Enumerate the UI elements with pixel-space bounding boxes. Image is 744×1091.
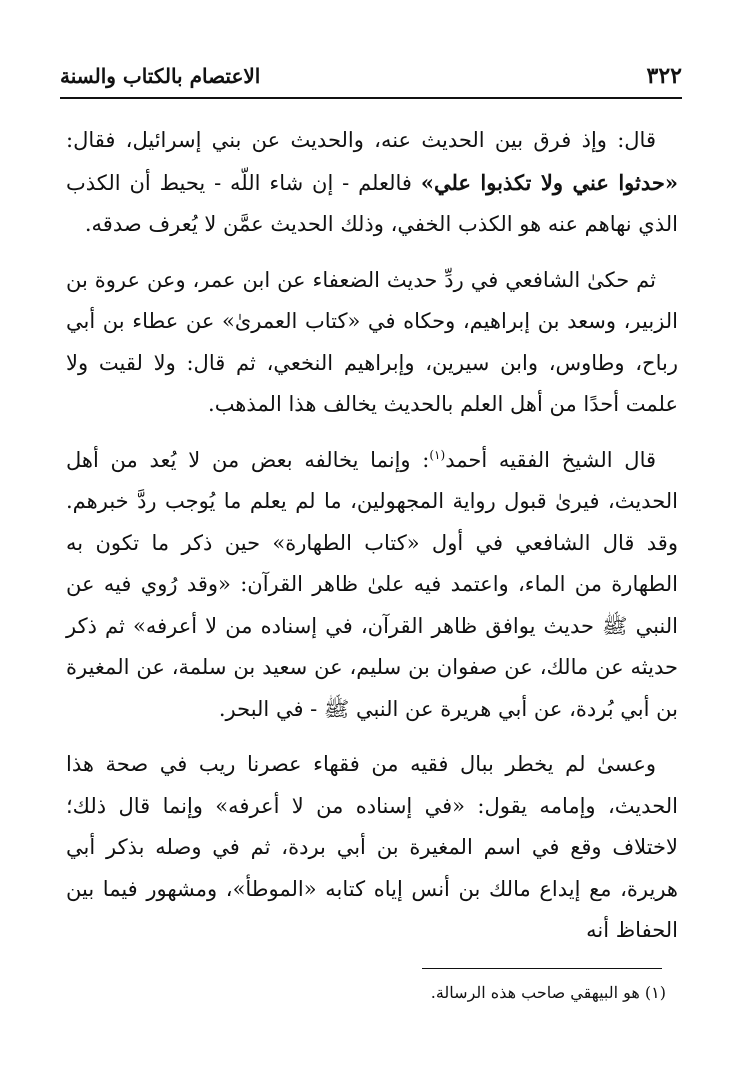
footnote-separator [422,968,662,969]
paragraph-3 [66,440,678,731]
paragraph-1-after: فالعلم - إن شاء اللّه - يحيط أن الكذب الذي نهاهم عنه هو الكذب الخفي، وذلك الحديث عمَّن لا يُعرف صدقه. [66,170,678,236]
page-number: ٣٢٢ [646,63,682,89]
footnote: (١) هو البيهقي صاحب هذه الرسالة. [430,983,666,1002]
paragraph-3-after: : وإنما يخالفه بعض من لا يُعد من أهل الحديث، فيرىٰ قبول رواية المجهولين، ما لم يعلم ما يُوجب ردَّ خبرهم. وقد قال الشافعي في أول «كتاب الطهارة» حين ذكر ما تكون به الطهارة من الماء، واعتمد فيه علىٰ ظاهر القرآن: «وقد رُوي فيه عن النبي ﷺ حديث يوافق ظاهر القرآن، في إسناده من لا أعرفه» ثم ذكر حديثه عن مالك، عن صفوان بن سليم، عن سعيد بن سلمة، عن المغيرة بن أبي بُردة، عن أبي هريرة عن النبي ﷺ - في البحر. [66,447,678,721]
footnote-reference: (١) [429,447,446,462]
hadith-quote: «حدثوا عني ولا تكذبوا علي» [420,169,678,195]
running-title: الاعتصام بالكتاب والسنة [60,64,261,88]
paragraph-2: ثم حكىٰ الشافعي في ردِّ حديث الضعفاء عن ابن عمر، وعن عروة بن الزبير، وسعد بن إبراهيم، وحكاه في «كتاب العمرىٰ» عن عطاء بن أبي رباح، وطاوس، وابن سيرين، وإبراهيم النخعي، ثم قال: ولا لقيت ولا علمت أحدًا من أهل العلم بالحديث يخالف هذا المذهب. [66,267,678,416]
paragraph-1-before: قال: وإذ فرق بين الحديث عنه، والحديث عن بني إسرائيل، فقال: [66,128,656,152]
page-header [60,58,682,94]
paragraph-3-before: قال الشيخ الفقيه أحمد [445,447,657,472]
paragraph-1 [66,120,678,246]
paragraph-4: وعسىٰ لم يخطر ببال فقيه من فقهاء عصرنا ريب في صحة هذا الحديث، وإمامه يقول: «في إسناده من لا أعرفه» وإنما قال ذلك؛ لاختلاف وقع في اسم المغيرة بن أبي بردة، ثم في وصله بذكر أبي هريرة، مع إيداع مالك بن أنس إياه كتابه «الموطأ»، ومشهور فيما بين الحفاظ أنه [66,752,678,942]
header-rule [60,97,682,99]
body-text [66,120,678,952]
